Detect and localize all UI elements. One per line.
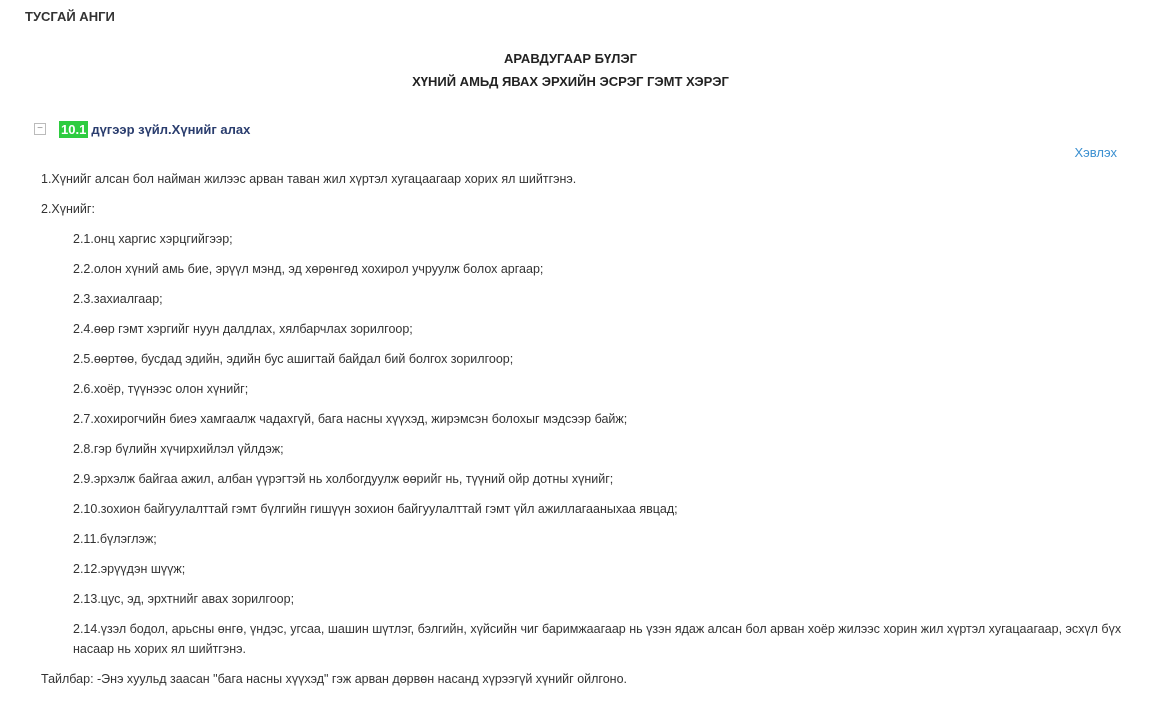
- subclause-2-7: 2.7.хохирогчийн биеэ хамгаалж чадахгүй, бага насны хүүхэд, жирэмсэн болохыг мэдсээр байж;: [73, 412, 628, 426]
- subclause-2-8: 2.8.гэр бүлийн хүчирхийлэл үйлдэж;: [73, 442, 284, 456]
- subclause-2-13: 2.13.цус, эд, эрхтнийг авах зорилгоор;: [73, 592, 295, 606]
- subclause-2-10: 2.10.зохион байгуулалттай гэмт бүлгийн гишүүн зохион байгуулалттай гэмт үйл ажиллагааныхаа явцад;: [73, 502, 678, 516]
- subclause-2-11: 2.11.бүлэглэж;: [73, 532, 157, 546]
- subclause-2-6: 2.6.хоёр, түүнээс олон хүнийг;: [73, 382, 249, 396]
- subclause-2-14: 2.14.үзэл бодол, арьсны өнгө, үндэс, угсаа, шашин шүтлэг, бэлгийн, хүйсийн чиг баримжаагаар нь үзэн ядаж алсан бол арван хоёр жилээс хорин жил хүртэл хугацаагаар, эсхүл бүх насаар нь хорих ял шийтгэнэ.: [73, 622, 1122, 656]
- collapse-icon[interactable]: −: [34, 123, 46, 135]
- clause-1: 1.Хүнийг алсан бол найман жилээс арван таван жил хүртэл хугацаагаар хорих ял шийтгэнэ.: [41, 172, 577, 186]
- note: Тайлбар: -Энэ хуульд заасан "бага насны хүүхэд" гэж арван дөрвөн насанд хүрээгүй хүнийг ойлгоно.: [41, 672, 627, 686]
- subclause-2-5: 2.5.өөртөө, бусдад эдийн, эдийн бус ашигтай байдал бий болгох зорилгоор;: [73, 352, 514, 366]
- part-title: ТУСГАЙ АНГИ: [25, 9, 115, 24]
- subclause-2-12: 2.12.эрүүдэн шүүж;: [73, 562, 186, 576]
- article-header: [34, 119, 250, 139]
- subclause-2-2: 2.2.олон хүний амь бие, эрүүл мэнд, эд хөрөнгөд хохирол учруулж болох аргаар;: [73, 262, 544, 276]
- subclause-2-9: 2.9.эрхэлж байгаа ажил, албан үүрэгтэй нь холбогдуулж өөрийг нь, түүний ойр дотны хүнийг;: [73, 472, 614, 486]
- article-title[interactable]: дүгээр зүйл.Хүнийг алах: [91, 121, 251, 137]
- print-link[interactable]: Хэвлэх: [1074, 145, 1117, 160]
- clause-2: 2.Хүнийг:: [41, 202, 95, 216]
- subclause-2-3: 2.3.захиалгаар;: [73, 292, 163, 306]
- article-number-badge[interactable]: 10.1: [61, 121, 87, 137]
- subclause-2-4: 2.4.өөр гэмт хэргийг нуун далдлах, хялбарчлах зорилгоор;: [73, 322, 413, 336]
- chapter-number: АРАВДУГААР БҮЛЭГ: [504, 51, 637, 66]
- chapter-name: ХҮНИЙ АМЬД ЯВАХ ЭРХИЙН ЭСРЭГ ГЭМТ ХЭРЭГ: [412, 74, 729, 89]
- subclause-2-1: 2.1.онц харгис хэрцгийгээр;: [73, 232, 233, 246]
